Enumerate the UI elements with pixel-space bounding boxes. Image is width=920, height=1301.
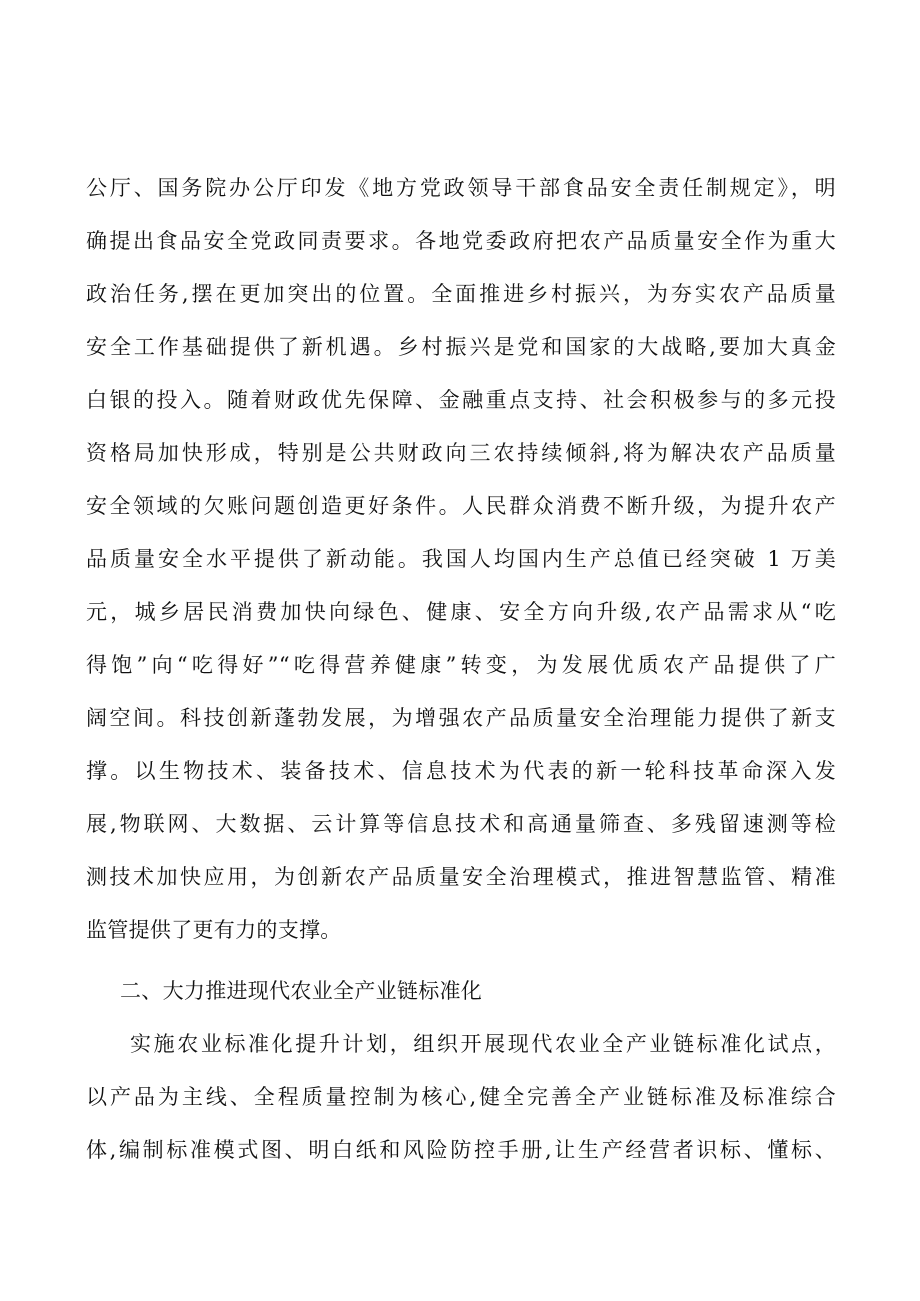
paragraph-line: 得饱”向“吃得好”“吃得营养健康”转变，为发展优质农产品提供了广 [86,653,836,677]
paragraph-line: 白银的投入。随着财政优先保障、金融重点支持、社会积极参与的多元投 [86,388,836,412]
paragraph-line: 监管提供了更有力的支撑。 [86,918,342,942]
paragraph-line: 确提出食品安全党政同责要求。各地党委政府把农产品质量安全作为重大 [86,229,836,253]
paragraph-line: 展,物联网、大数据、云计算等信息技术和高通量筛查、多残留速测等检 [86,812,836,836]
paragraph-line: 品质量安全水平提供了新动能。我国人均国内生产总值已经突破 1 万美 [86,547,836,571]
paragraph-line: 公厅、国务院办公厅印发《地方党政领导干部食品安全责任制规定》，明 [86,176,836,200]
paragraph-line: 阔空间。科技创新蓬勃发展，为增强农产品质量安全治理能力提供了新支 [86,706,836,730]
paragraph-line: 安全领域的欠账问题创造更好条件。人民群众消费不断升级，为提升农产 [86,494,836,518]
paragraph-line: 元，城乡居民消费加快向绿色、健康、安全方向升级,农产品需求从“吃 [86,600,836,624]
paragraph-line: 以产品为主线、全程质量控制为核心,健全完善全产业链标准及标准综合 [86,1085,836,1109]
paragraph-line: 资格局加快形成，特别是公共财政向三农持续倾斜,将为解决农产品质量 [86,441,836,465]
paragraph-line: 政治任务,摆在更加突出的位置。全面推进乡村振兴，为夯实农产品质量 [86,282,836,306]
section-heading: 二、大力推进现代农业全产业链标准化 [120,979,483,1003]
paragraph-line: 实施农业标准化提升计划，组织开展现代农业全产业链标准化试点， [130,1032,836,1056]
paragraph-line: 安全工作基础提供了新机遇。乡村振兴是党和国家的大战略,要加大真金 [86,335,836,359]
paragraph-line: 撑。以生物技术、装备技术、信息技术为代表的新一轮科技革命深入发 [86,759,836,783]
paragraph-line: 测技术加快应用，为创新农产品质量安全治理模式，推进智慧监管、精准 [86,865,836,889]
paragraph-line: 体,编制标准模式图、明白纸和风险防控手册,让生产经营者识标、懂标、 [86,1138,836,1162]
